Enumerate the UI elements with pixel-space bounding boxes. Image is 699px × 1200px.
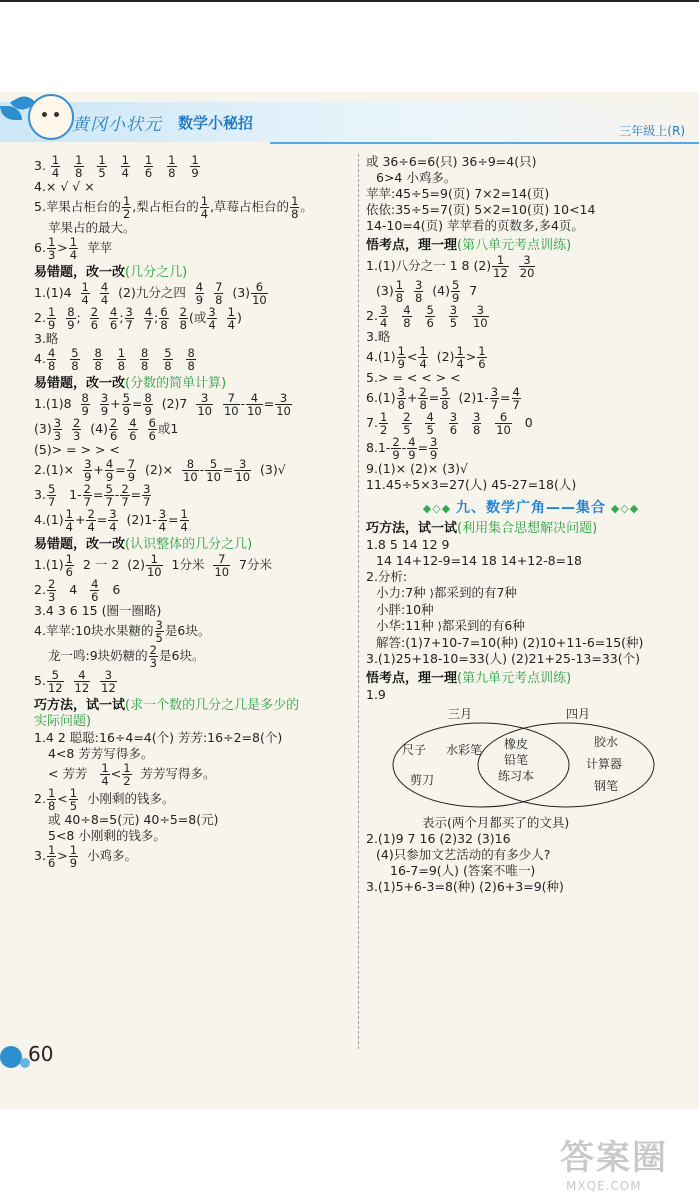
answer-line: 3.略 bbox=[366, 329, 391, 344]
answer-line: (5)> = > > < bbox=[34, 442, 120, 457]
answer-line: 5.> = < < > < bbox=[366, 370, 461, 385]
answer-line: 小华:11种 ⟩都采到的有6种 bbox=[376, 618, 525, 633]
answer-line: 14-10=4(页) 苹苹看的页数多,多4页。 bbox=[366, 218, 584, 233]
answer-line: 苹苹:45÷5=9(页) 7×2=14(页) bbox=[366, 186, 550, 201]
answer-line: 2.分析: bbox=[366, 569, 408, 584]
answer-line: 14 14+12-9=14 18 14+12-8=18 bbox=[376, 553, 582, 568]
answer-line: 1.8 5 14 12 9 bbox=[366, 537, 450, 552]
answer-line: < 芳芳 $\frac{1}{4}$ < $\frac{1}{2}$ 芳芳写得多。 bbox=[48, 761, 216, 788]
venn-item: 尺子 bbox=[402, 743, 427, 757]
page-header bbox=[0, 92, 699, 152]
answer-line: (3) $\frac{1}{8}$ $\frac{3}{8}$ (4) $\frac{5}{9}$ 7 bbox=[376, 278, 478, 305]
answer-line: 小胖:10种 bbox=[376, 602, 434, 617]
section-heading: 易错题，改一改(分数的简单计算) bbox=[34, 376, 227, 391]
answer-line: 3.4 3 6 15 (圈一圈略) bbox=[34, 603, 162, 618]
answer-line: 16-7=9(人) (答案不唯一) bbox=[390, 863, 536, 878]
section-heading-cont: 实际问题) bbox=[34, 714, 92, 729]
unit-banner: ◆◇◆ 九、数学广角——集合 ◆◇◆ bbox=[422, 500, 640, 516]
answer-line: (4)只参加文艺活动的有多少人? bbox=[376, 847, 551, 862]
venn-diagram bbox=[366, 705, 696, 815]
answer-line: 3. $\frac{1}{6}$ > $\frac{1}{9}$ 小鸡多。 bbox=[34, 843, 138, 870]
section-heading: 悟考点，理一理(第九单元考点训练) bbox=[366, 671, 572, 686]
venn-item: 钢笔 bbox=[594, 779, 619, 793]
header-title: 数学小秘招 bbox=[178, 114, 254, 132]
section-heading: 巧方法，试一试(求一个数的几分之几是多少的 bbox=[34, 698, 300, 713]
section-heading: 易错题，改一改(几分之几) bbox=[34, 265, 188, 280]
section-heading: 易错题，改一改(认识整体的几分之几) bbox=[34, 537, 253, 552]
venn-circles bbox=[366, 705, 696, 815]
answer-line: 4.(1) $\frac{1}{9}$ < $\frac{1}{4}$ (2) $\frac{1}{4}$ > $\frac{1}{6}$ bbox=[366, 344, 486, 371]
venn-item: 练习本 bbox=[498, 769, 535, 783]
answer-line: 1.(1)8 $\frac{8}{9}$ $\frac{3}{9}$ + $\frac{5}{9}$ = $\frac{8}{9}$ (2)7 $\frac{3}{10}$ $\frac{7}{10}$ - $\frac{4}{10}$ = $\frac{3}{10}$ bbox=[34, 391, 291, 418]
venn-item: 橡皮 bbox=[504, 737, 529, 751]
status-bar bbox=[0, 0, 699, 22]
venn-item: 计算器 bbox=[586, 757, 623, 771]
answer-line: 5. $\frac{5}{12}$ $\frac{4}{12}$ $\frac{3}{12}$ bbox=[34, 668, 116, 695]
page-number: 60 bbox=[28, 1042, 54, 1066]
answer-line: 8.1- $\frac{2}{9}$ - $\frac{4}{9}$ = $\frac{3}{9}$ bbox=[366, 435, 438, 462]
answer-line: 小力:7种 ⟩都采到的有7种 bbox=[376, 585, 517, 600]
venn-caption: 表示(两个月都买了的文具) bbox=[422, 815, 570, 830]
answer-line: 1.9 bbox=[366, 687, 386, 702]
answer-line: 4. $\frac{4}{8}$ $\frac{5}{8}$ $\frac{8}{8}$ $\frac{1}{8}$ $\frac{8}{8}$ $\frac{5}{8}$ $\frac{8}{8}$ bbox=[34, 346, 195, 373]
column-divider bbox=[358, 154, 359, 1049]
section-heading: 巧方法，试一试(利用集合思想解决问题) bbox=[366, 521, 598, 536]
answer-line: 11.45÷5×3=27(人) 45-27=18(人) bbox=[366, 477, 577, 492]
answer-page bbox=[0, 92, 699, 1110]
answer-line: 2.(1)× $\frac{3}{9}$ + $\frac{4}{9}$ = $\frac{7}{9}$ (2)× $\frac{8}{10}$ - $\frac{5}{10}$ = $\frac{3}{10}$ (3)√ bbox=[34, 457, 286, 484]
venn-item: 剪刀 bbox=[410, 773, 435, 787]
right-column bbox=[366, 154, 696, 895]
answer-line: 4<8 芳芳写得多。 bbox=[48, 746, 154, 761]
answer-line: 3.(1)5+6-3=8(种) (2)6+3=9(种) bbox=[366, 879, 564, 894]
answer-line: 1.(1)4 $\frac{1}{4}$ $\frac{4}{4}$ (2)九分之四 $\frac{4}{9}$ $\frac{7}{8}$ (3) $\frac{6}{10}$ bbox=[34, 280, 267, 307]
answer-line: 6. $\frac{1}{3}$ > $\frac{1}{4}$ 苹苹 bbox=[34, 235, 113, 262]
venn-label-left: 三月 bbox=[448, 707, 473, 721]
answer-line: 9.(1)× (2)× (3)√ bbox=[366, 461, 468, 476]
answer-line: 2. $\frac{1}{8}$ < $\frac{1}{5}$ 小刚剩的钱多。 bbox=[34, 786, 175, 813]
answer-line: 6>4 小鸡多。 bbox=[376, 170, 457, 185]
answer-line: 3. $\frac{1}{4}$ $\frac{1}{8}$ $\frac{1}{5}$ $\frac{1}{4}$ $\frac{1}{6}$ $\frac{1}{8}$ $\frac{1}{9}$ bbox=[34, 153, 199, 180]
venn-item: 水彩笔 bbox=[446, 743, 483, 757]
answer-line: 1.4 2 聪聪:16÷4=4(个) 芳芳:16÷2=8(个) bbox=[34, 730, 283, 745]
brand-name: 黄冈小状元 bbox=[72, 115, 162, 135]
answer-line: 3. $\frac{5}{7}$ 1- $\frac{2}{7}$ = $\frac{5}{7}$ - $\frac{2}{7}$ = $\frac{3}{7}$ bbox=[34, 482, 151, 509]
answer-line: 1.(1) $\frac{1}{6}$ 2 一 2 (2) $\frac{1}{10}$ 1分米 $\frac{7}{10}$ 7分米 bbox=[34, 552, 272, 579]
answer-line: 5<8 小刚剩的钱多。 bbox=[48, 828, 166, 843]
answer-line: 龙一鸣:9块奶糖的 $\frac{2}{3}$ 是6块。 bbox=[48, 643, 205, 670]
answer-line: 依依:35÷5=7(页) 5×2=10(页) 10<14 bbox=[366, 202, 596, 217]
answer-line: 6.(1) $\frac{3}{8}$ + $\frac{2}{8}$ = $\frac{5}{8}$ (2)1- $\frac{3}{7}$ = $\frac{4}{7}$ bbox=[366, 385, 520, 412]
answer-line: 2. $\frac{2}{3}$ 4 $\frac{4}{6}$ 6 bbox=[34, 577, 121, 604]
left-column bbox=[34, 154, 354, 869]
answer-line: 1.(1)八分之一 1 8 (2) $\frac{1}{12}$ $\frac{3}{20}$ bbox=[366, 253, 535, 280]
answer-line: 解答:(1)7+10-7=10(种) (2)10+11-6=15(种) bbox=[376, 635, 644, 650]
answer-line: 2. $\frac{1}{9}$ $\frac{8}{9}$ ; $\frac{2}{6}$ $\frac{4}{6}$ ; $\frac{3}{7}$ $\frac{4}{7}$ ; $\frac{6}{8}$ $\frac{2}{8}$ (或 $\frac{3}{4}$ $\frac{1}{4}$ ) bbox=[34, 305, 242, 332]
answer-line: 2.(1)9 7 16 (2)32 (3)16 bbox=[366, 831, 511, 846]
answer-line: 或 36÷6=6(只) 36÷9=4(只) bbox=[366, 154, 537, 169]
answer-line: 3.略 bbox=[34, 331, 59, 346]
answer-line: (3) $\frac{3}{3}$ $\frac{2}{3}$ (4) $\frac{2}{6}$ $\frac{4}{6}$ $\frac{6}{6}$ 或1 bbox=[34, 416, 179, 443]
section-heading: 悟考点，理一理(第八单元考点训练) bbox=[366, 238, 572, 253]
answer-line: 2. $\frac{3}{4}$ $\frac{4}{8}$ $\frac{5}{6}$ $\frac{3}{5}$ $\frac{3}{10}$ bbox=[366, 303, 488, 330]
venn-item: 铅笔 bbox=[504, 753, 529, 767]
answer-line: 5.苹果占柜台的 $\frac{1}{2}$ ,梨占柜台的 $\frac{1}{4}$ ,草莓占柜台的 $\frac{1}{8}$ 。 bbox=[34, 194, 313, 221]
answer-line: 苹果占的最大。 bbox=[48, 220, 136, 235]
watermark-logo: 答案圈 MXQE.COM bbox=[560, 1138, 668, 1193]
answer-line: 4.苹苹:10块水果糖的 $\frac{3}{5}$ 是6块。 bbox=[34, 618, 211, 645]
answer-line: 4.(1) $\frac{1}{4}$ + $\frac{2}{4}$ = $\frac{3}{4}$ (2)1- $\frac{3}{4}$ = $\frac{1}{4}$ bbox=[34, 507, 188, 534]
grade-label: 三年级上(R) bbox=[619, 124, 685, 138]
answer-line: 4.× √ √ × bbox=[34, 179, 95, 194]
answer-line: 3.(1)25+18-10=33(人) (2)21+25-13=33(个) bbox=[366, 651, 640, 666]
answer-line: 7. $\frac{1}{2}$ $\frac{2}{5}$ $\frac{4}{5}$ $\frac{3}{6}$ $\frac{3}{8}$ $\frac{6}{10}$ 0 bbox=[366, 410, 533, 437]
answer-line: 或 40÷8=5(元) 40÷5=8(元) bbox=[48, 812, 219, 827]
venn-label-right: 四月 bbox=[566, 707, 591, 721]
mascot-logo-icon bbox=[28, 94, 74, 140]
venn-item: 胶水 bbox=[594, 735, 619, 749]
